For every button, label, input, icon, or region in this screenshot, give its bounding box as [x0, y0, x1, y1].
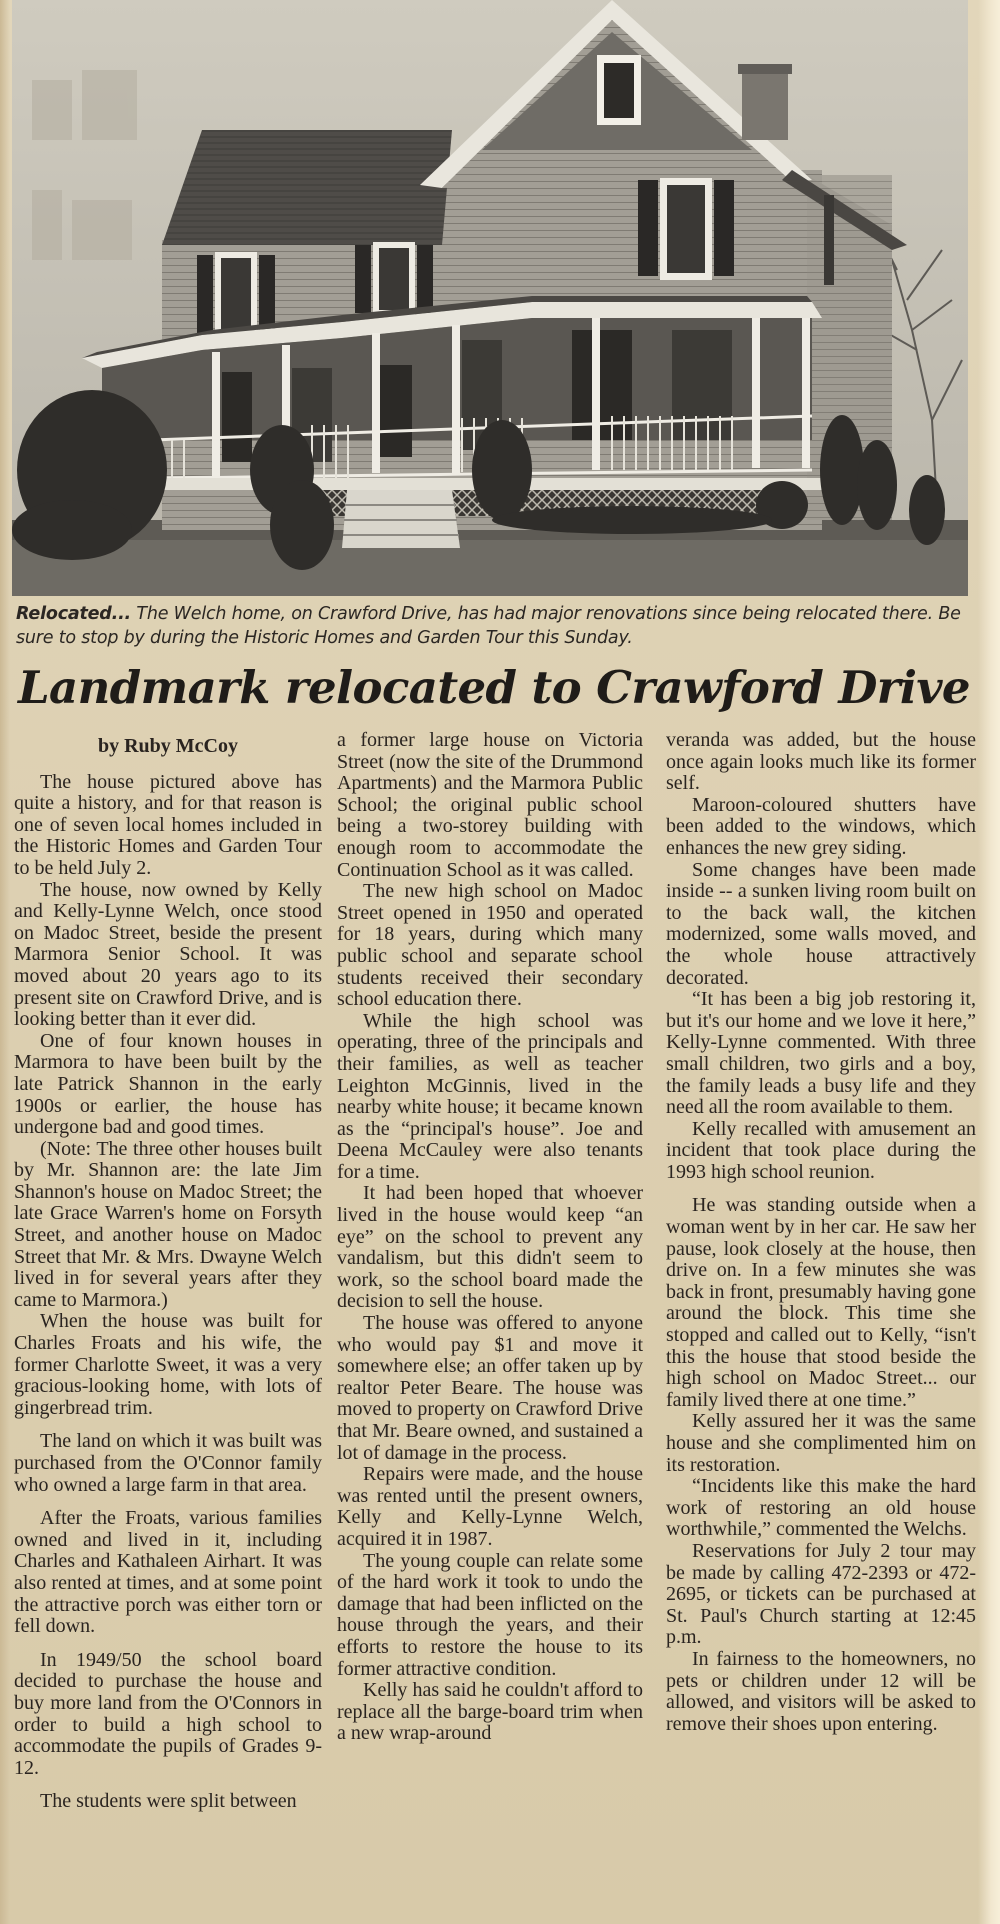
paragraph: Reservations for July 2 tour may be made by calling 472-2393 or 472-2695, or tickets can be purchased at St. Paul's Church starting at 12:45 p.m.	[666, 1539, 976, 1649]
paragraph: a former large house on Victoria Street (now the site of the Drummond Apartments) and the Marmora Public School; the original public school being a two-storey building with enough room to accommodate the Continuation School as it was called.	[337, 730, 643, 881]
paper-edge	[978, 0, 1000, 1924]
column-2	[337, 730, 643, 1920]
paragraph: The new high school on Madoc Street opened in 1950 and operated for 18 years, during which many public school and separate school students received their secondary school education there.	[337, 880, 643, 1011]
column-1	[14, 730, 322, 1920]
house-photo	[12, 0, 968, 596]
paragraph: veranda was added, but the house once again looks much like its former self.	[666, 730, 976, 795]
house-illustration	[12, 0, 968, 596]
paragraph: “It has been a big job restoring it, but it's our home and we love it here,” Kelly-Lynne commented. With three small children, two girls and a boy, the family leads a busy life and they need all the room available to them.	[666, 988, 976, 1119]
paragraph: The house pictured above has quite a history, and for that reason is one of seven local homes included in the Historic Homes and Garden Tour to be held July 2.	[14, 770, 322, 879]
paragraph: The students were split between	[40, 1790, 297, 1813]
paragraph: Maroon-coloured shutters have been added to the windows, which enhances the new grey siding.	[666, 793, 976, 859]
byline: by Ruby McCoy	[97, 735, 238, 757]
paragraph: “Incidents like this make the hard work of restoring an old house worthwhile,” commented the Welchs.	[666, 1475, 976, 1541]
paragraph: When the house was built for Charles Froats and his wife, the former Charlotte Sweet, it was a very gracious-looking home, with lots of gingerbread trim.	[14, 1310, 322, 1419]
paragraph: The land on which it was built was purchased from the O'Connor family who owned a large farm in that area.	[14, 1430, 322, 1496]
paragraph: The young couple can relate some of the hard work it took to undo the damage that had been inflicted on the house through the years, and their efforts to restore the house to its former attractive condition.	[337, 1549, 643, 1680]
caption-text: The Welch home, on Crawford Drive, has had major renovations since being relocated there. Be sure to stop by during the Historic Homes and Garden Tour this Sunday.	[16, 604, 961, 648]
paragraph: Kelly has said he couldn't afford to replace all the barge-board trim when a new wrap-around	[337, 1679, 643, 1745]
photo-caption	[16, 602, 976, 650]
paragraph: Kelly recalled with amusement an incident that took place during the 1993 high school reunion.	[666, 1117, 976, 1183]
paragraph: It had been hoped that whoever lived in the house would keep “an eye” on the school to prevent any vandalism, but this didn't seem to work, so the school board made the decision to sell the house.	[337, 1182, 643, 1313]
paragraph: The house was offered to anyone who would pay $1 and move it somewhere else; an offer taken up by realtor Peter Beare. The house was moved to property on Crawford Drive that Mr. Beare owned, and sustained a lot of damage in the process.	[337, 1312, 643, 1464]
paragraph: Kelly assured her it was the same house and she complimented him on its restoration.	[666, 1410, 976, 1476]
paragraph: Some changes have been made inside -- a sunken living room built on to the back wall, the kitchen modernized, some walls moved, and the whole house attractively decorated.	[666, 858, 976, 989]
paragraph: He was standing outside when a woman went by in her car. He saw her pause, look closely at the house, then drive on. In a few minutes she was back in front, presumably having gone around the block. This time she stopped and called out to Kelly, “isn't this the house that stood beside the high school on Madoc Street... our family lived there at one time.”	[666, 1194, 976, 1411]
headline: Landmark relocated to Crawford Drive	[18, 661, 970, 714]
paper-edge	[0, 0, 10, 1924]
paragraph: One of four known houses in Marmora to have been built by the late Patrick Shannon in the early 1900s or earlier, the house has undergone bad and good times.	[14, 1029, 322, 1139]
paragraph: After the Froats, various families owned and lived in it, including Charles and Kathaleen Airhart. It was also rented at times, and at some point the attractive porch was either torn or fell down.	[14, 1507, 322, 1638]
caption-lead: Relocated...	[16, 604, 131, 624]
paragraph: While the high school was operating, three of the principals and their families, as well as teacher Leighton McGinnis, lived in the nearby white house; it became known as the “principal's house”. Joe and Deena McCauley were also tenants for a time.	[337, 1009, 643, 1183]
paragraph: In 1949/50 the school board decided to purchase the house and buy more land from the O'Connors in order to build a high school to accommodate the pupils of Grades 9-12.	[14, 1648, 322, 1779]
paragraph: Repairs were made, and the house was rented until the present owners, Kelly and Kelly-Lynne Welch, acquired it in 1987.	[337, 1463, 643, 1550]
paragraph: The house, now owned by Kelly and Kelly-Lynne Welch, once stood on Madoc Street, beside the present Marmora Senior School. It was moved about 20 years ago to its present site on Crawford Drive, and is looking better than it ever did.	[14, 878, 322, 1031]
paragraph: In fairness to the homeowners, no pets or children under 12 will be allowed, and visitors will be asked to remove their shoes upon entering.	[666, 1647, 976, 1735]
column-3	[666, 730, 976, 1920]
paragraph: (Note: The three other houses built by Mr. Shannon are: the late Jim Shannon's house on Madoc Street; the late Grace Warren's home on Forsyth Street, and another house on Madoc Street that Mr. & Mrs. Dwayne Welch lived in for several years after they came to Marmora.)	[14, 1137, 322, 1311]
